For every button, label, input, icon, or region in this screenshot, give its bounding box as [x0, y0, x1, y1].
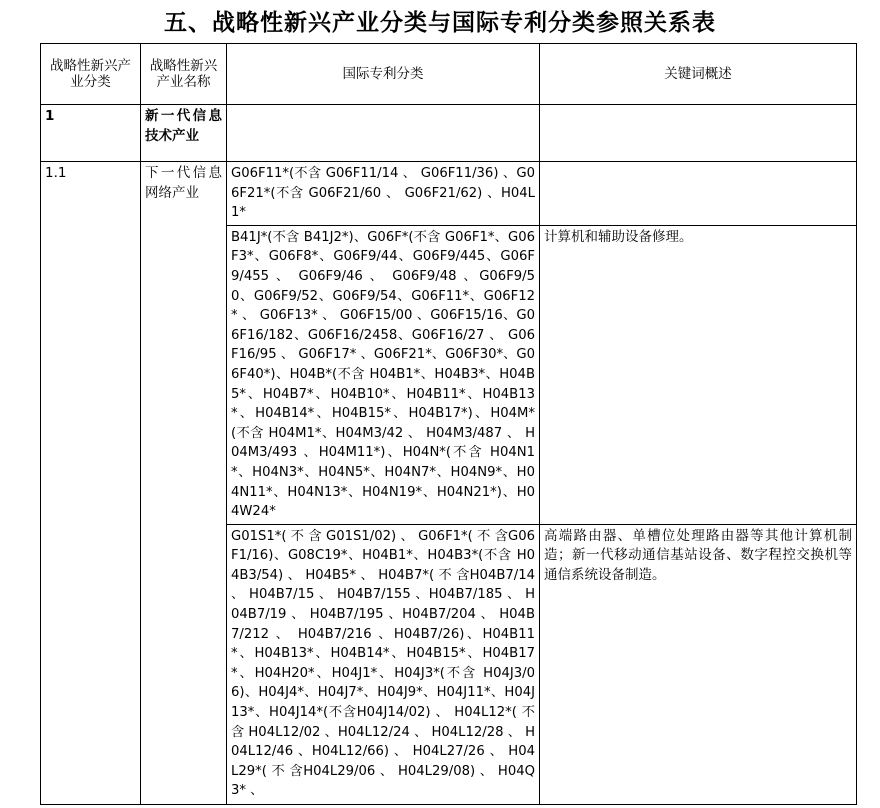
header-industry-name: 战略性新兴产业名称 — [141, 44, 227, 105]
ipc-cell: G06F11*(不含 G06F11/14 、 G06F11/36) 、G06F21*(不含 G06F21/60 、 G06F21/62) 、H04L1* — [227, 162, 540, 226]
header-ipc: 国际专利分类 — [227, 44, 540, 105]
table-row — [41, 162, 857, 226]
keywords-cell — [540, 162, 857, 226]
industry-name-cell: 新一代信息技术产业 — [141, 105, 227, 162]
table-header-row — [41, 44, 857, 105]
ipc-cell — [227, 105, 540, 162]
table-row — [41, 105, 857, 162]
ipc-cell: G01S1*( 不 含 G01S1/02) 、 G06F1*( 不 含G06F1/16)、G08C19*、H04B1*、H04B3*(不含 H04B3/54) 、 H04B5* 、 H04B7*( 不 含H04B7/14 、 H04B7/15 、 H04B7/155 、H04B7/185 、 H04B7/19 、 H04B7/195 、H04B7/204 、 H04B7/212 、 H04B7/216 、H04B7/26)、H04B11*、H04B13*、H04B14*、H04B15*、H04B17*、H04H20*、H04J1*、H04J3*(不含 H04J3/06)、H04J4*、H04J7*、H04J9*、H04J11*、H04J13*、H04J14*(不含H04J14/02) 、 H04L12*( 不 含 H04L12/02 、H04L12/24 、 H04L12/28 、 H04L12/46 、H04L12/66) 、 H04L27/26 、 H04L29*( 不 含H04L29/06 、 H04L29/08) 、 H04Q3* 、 — [227, 524, 540, 804]
industry-name-cell: 下一代信息网络产业 — [141, 162, 227, 805]
keywords-cell: 高端路由器、单槽位处理路由器等其他计算机制造；新一代移动通信基站设备、数字程控交换机等通信系统设备制造。 — [540, 524, 857, 804]
ipc-cell: B41J*(不含 B41J2*)、G06F*(不含 G06F1*、G06F3*、G06F8*、G06F9/44、G06F9/445、G06F9/455 、 G06F9/46 、 G06F9/48 、G06F9/50、G06F9/52、G06F9/54、G06F11*、G06F12* 、 G06F13* 、 G06F15/00 、G06F15/16、G06F16/182、G06F16/2458、G06F16/27 、 G06F16/95 、 G06F17* 、G06F21*、G06F30*、G06F40*)、H04B*(不含 H04B1*、H04B3*、H04B5*、H04B7*、H04B10*、H04B11*、H04B13*、H04B14*、H04B15*、H04B17*)、H04M*(不含 H04M1*、H04M3/42 、 H04M3/487 、 H04M3/493 、H04M11*)、H04N*(不含 H04N1*、H04N3*、H04N5*、H04N7*、H04N9*、H04N11*、H04N13*、H04N19*、H04N21*)、H04W24* — [227, 225, 540, 524]
header-category-code: 战略性新兴产业分类 — [41, 44, 141, 105]
header-keywords: 关键词概述 — [540, 44, 857, 105]
reference-table — [40, 43, 857, 805]
page-title: 五、战略性新兴产业分类与国际专利分类参照关系表 — [164, 10, 716, 36]
category-code-cell: 1.1 — [41, 162, 141, 805]
keywords-cell — [540, 105, 857, 162]
keywords-cell: 计算机和辅助设备修理。 — [540, 225, 857, 524]
category-code-cell: 1 — [41, 105, 141, 162]
